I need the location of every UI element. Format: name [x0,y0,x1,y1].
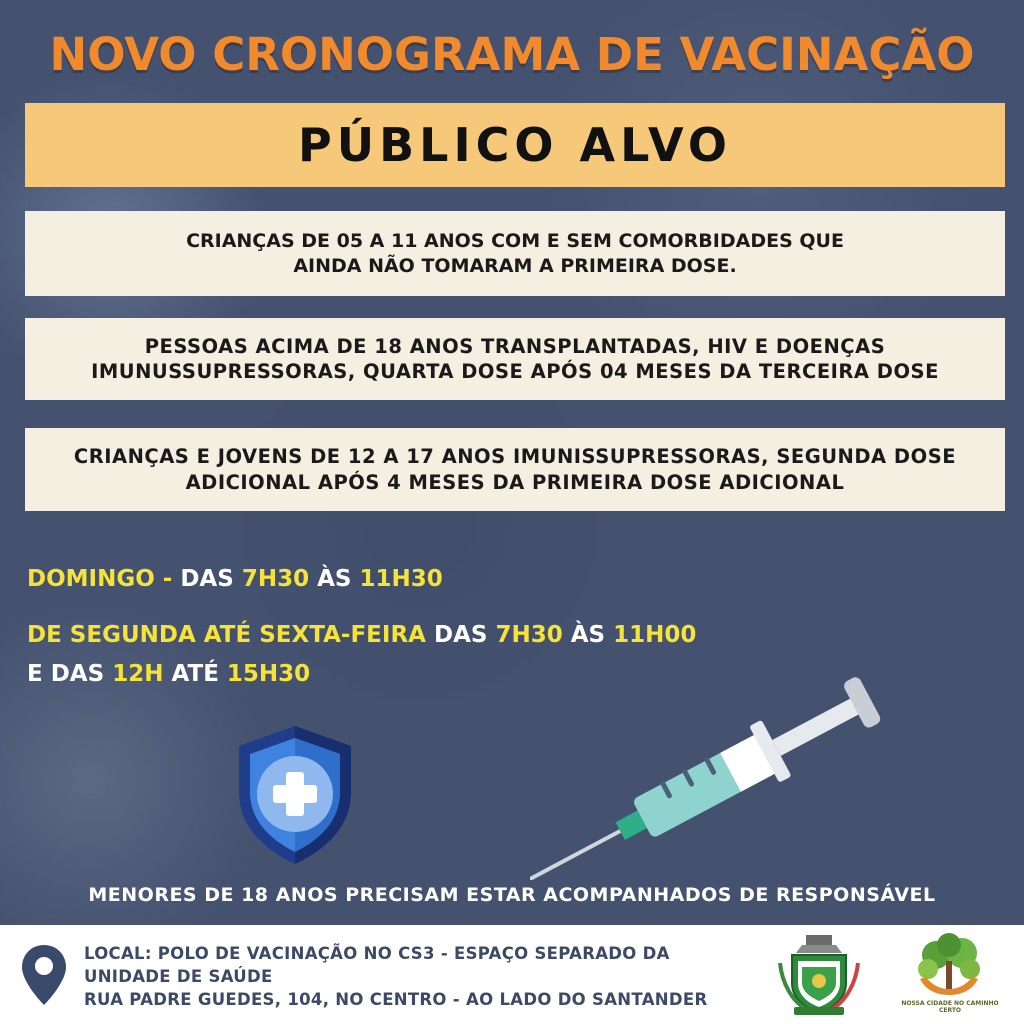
shield-cross-icon [233,722,357,868]
banner-label: PÚBLICO ALVO [298,118,732,172]
address-line-2: UNIDADE DE SAÚDE [84,967,273,986]
group-3-line-2: ADICIONAL APÓS 4 MESES DA PRIMEIRA DOSE ADICIONAL [185,470,845,494]
weekdays-day: DE SEGUNDA ATÉ SEXTA-FEIRA [27,622,426,648]
afternoon-end: 15H30 [226,661,311,687]
group-2-line-1: PESSOAS ACIMA DE 18 ANOS TRANSPLANTADAS, HIV E DOENÇAS [144,334,886,358]
minors-notice: MENORES DE 18 ANOS PRECISAM ESTAR ACOMPANHADOS DE RESPONSÁVEL [88,884,936,906]
group-box-3 [25,428,1005,511]
address-line-1: LOCAL: POLO DE VACINAÇÃO NO CS3 - ESPAÇO SEPARADO DA [84,944,670,963]
weekdays-start: 7H30 [495,622,563,648]
group-1-line-1: CRIANÇAS DE 05 A 11 ANOS COM E SEM COMORBIDADES QUE [186,229,844,252]
location-pin-icon [20,943,68,1007]
sunday-end: 11H30 [359,566,443,592]
group-3-line-1: CRIANÇAS E JOVENS DE 12 A 17 ANOS IMUNISSUPRESSORAS, SEGUNDA DOSE [73,445,957,469]
afternoon-prefix: E DAS [27,661,105,687]
schedule-afternoon [27,661,310,687]
schedule-weekdays [27,622,696,648]
weekdays-from: DAS [433,622,488,648]
syringe-icon [530,660,940,880]
sunday-start: 7H30 [241,566,310,592]
municipal-crest-logo [776,933,862,1017]
afternoon-start: 12H [112,661,164,687]
weekdays-end: 11H00 [613,622,697,648]
page-title: NOVO CRONOGRAMA DE VACINAÇÃO [49,28,975,81]
address-line-3: RUA PADRE GUEDES, 104, NO CENTRO - AO LADO DO SANTANDER [84,990,708,1009]
sunday-from: DAS [180,566,234,592]
sunday-to: ÀS [317,566,352,592]
weekdays-to: ÀS [570,622,606,648]
group-box-2 [25,318,1005,400]
afternoon-to: ATÉ [171,661,219,687]
address-block [84,942,764,1011]
target-audience-banner [25,103,1005,187]
footer [0,925,1024,1024]
group-1-line-2: AINDA NÃO TOMARAM A PRIMEIRA DOSE. [293,254,737,277]
logo-caption: NOSSA CIDADE NO CAMINHO CERTO [901,1000,999,1014]
group-2-line-2: IMUNUSSUPRESSORAS, QUARTA DOSE APÓS 04 MESES DA TERCEIRA DOSE [91,360,939,383]
sunday-day: DOMINGO - [27,566,173,592]
group-box-1 [25,211,1005,296]
schedule-sunday [27,566,443,592]
